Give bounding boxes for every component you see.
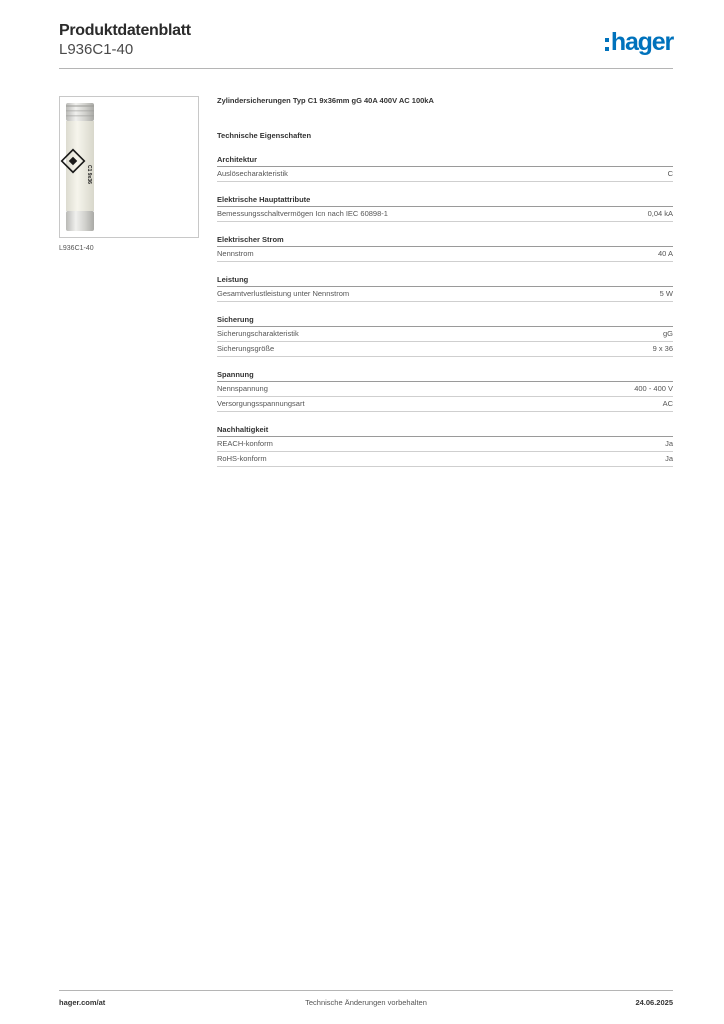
spec-row [217, 167, 673, 182]
section-title: Nachhaltigkeit [217, 425, 673, 437]
spec-label: Nennspannung [217, 384, 268, 393]
product-image [59, 96, 199, 238]
spec-value: 9 x 36 [652, 344, 673, 353]
spec-value: 40 A [657, 249, 673, 258]
footer-disclaimer: Technische Änderungen vorbehalten [305, 998, 427, 1007]
fuse-illustration-icon [60, 97, 198, 237]
spec-label: Sicherungscharakteristik [217, 329, 299, 338]
spec-row [217, 452, 673, 467]
footer-website-link[interactable]: hager.com/at [59, 998, 106, 1007]
product-details [217, 96, 673, 467]
spec-row [217, 342, 673, 357]
product-image-caption: L936C1-40 [59, 245, 94, 252]
section-nachhaltigkeit [217, 425, 673, 467]
section-title: Spannung [217, 370, 673, 382]
spec-row [217, 437, 673, 452]
footer-date: 24.06.2025 [635, 998, 673, 1007]
section-elektrischer-strom [217, 235, 673, 262]
spec-label: Bemessungsschaltvermögen Icn nach IEC 60898-1 [217, 209, 388, 218]
section-title: Sicherung [217, 315, 673, 327]
section-spannung [217, 370, 673, 412]
spec-label: Auslösecharakteristik [217, 169, 288, 178]
logo-text: hager [610, 28, 673, 56]
document-title: Produktdatenblatt [59, 22, 191, 39]
section-title: Architektur [217, 155, 673, 167]
spec-row [217, 327, 673, 342]
spec-row [217, 247, 673, 262]
section-title: Elektrischer Strom [217, 235, 673, 247]
technical-properties-heading: Technische Eigenschaften [217, 131, 312, 140]
product-title: Zylindersicherungen Typ C1 9x36mm gG 40A 400V AC 100kA [217, 96, 434, 105]
spec-value: 5 W [659, 289, 673, 298]
spec-value: 0,04 kA [647, 209, 673, 218]
spec-label: Sicherungsgröße [217, 344, 275, 353]
spec-row [217, 287, 673, 302]
svg-text:C1 9x36: C1 9x36 [86, 165, 92, 184]
section-leistung [217, 275, 673, 302]
spec-value: Ja [665, 439, 673, 448]
spec-label: REACH-konform [217, 439, 273, 448]
logo-dots-icon [605, 38, 609, 51]
spec-value: gG [662, 329, 673, 338]
spec-label: Versorgungsspannungsart [217, 399, 305, 408]
spec-row [217, 397, 673, 412]
spec-row [217, 207, 673, 222]
section-title: Leistung [217, 275, 673, 287]
spec-row [217, 382, 673, 397]
spec-value: 400 - 400 V [634, 384, 673, 393]
spec-value: AC [662, 399, 673, 408]
spec-value: C [667, 169, 673, 178]
hager-logo [605, 28, 673, 56]
page-header [59, 22, 673, 69]
page-footer [59, 990, 673, 1011]
section-title: Elektrische Hauptattribute [217, 195, 673, 207]
spec-label: Gesamtverlustleistung unter Nennstrom [217, 289, 350, 298]
spec-value: Ja [665, 454, 673, 463]
section-elektrische-hauptattribute [217, 195, 673, 222]
product-number: L936C1-40 [59, 41, 134, 58]
section-architektur [217, 155, 673, 182]
spec-label: Nennstrom [217, 249, 254, 258]
section-sicherung [217, 315, 673, 357]
spec-label: RoHS-konform [217, 454, 267, 463]
